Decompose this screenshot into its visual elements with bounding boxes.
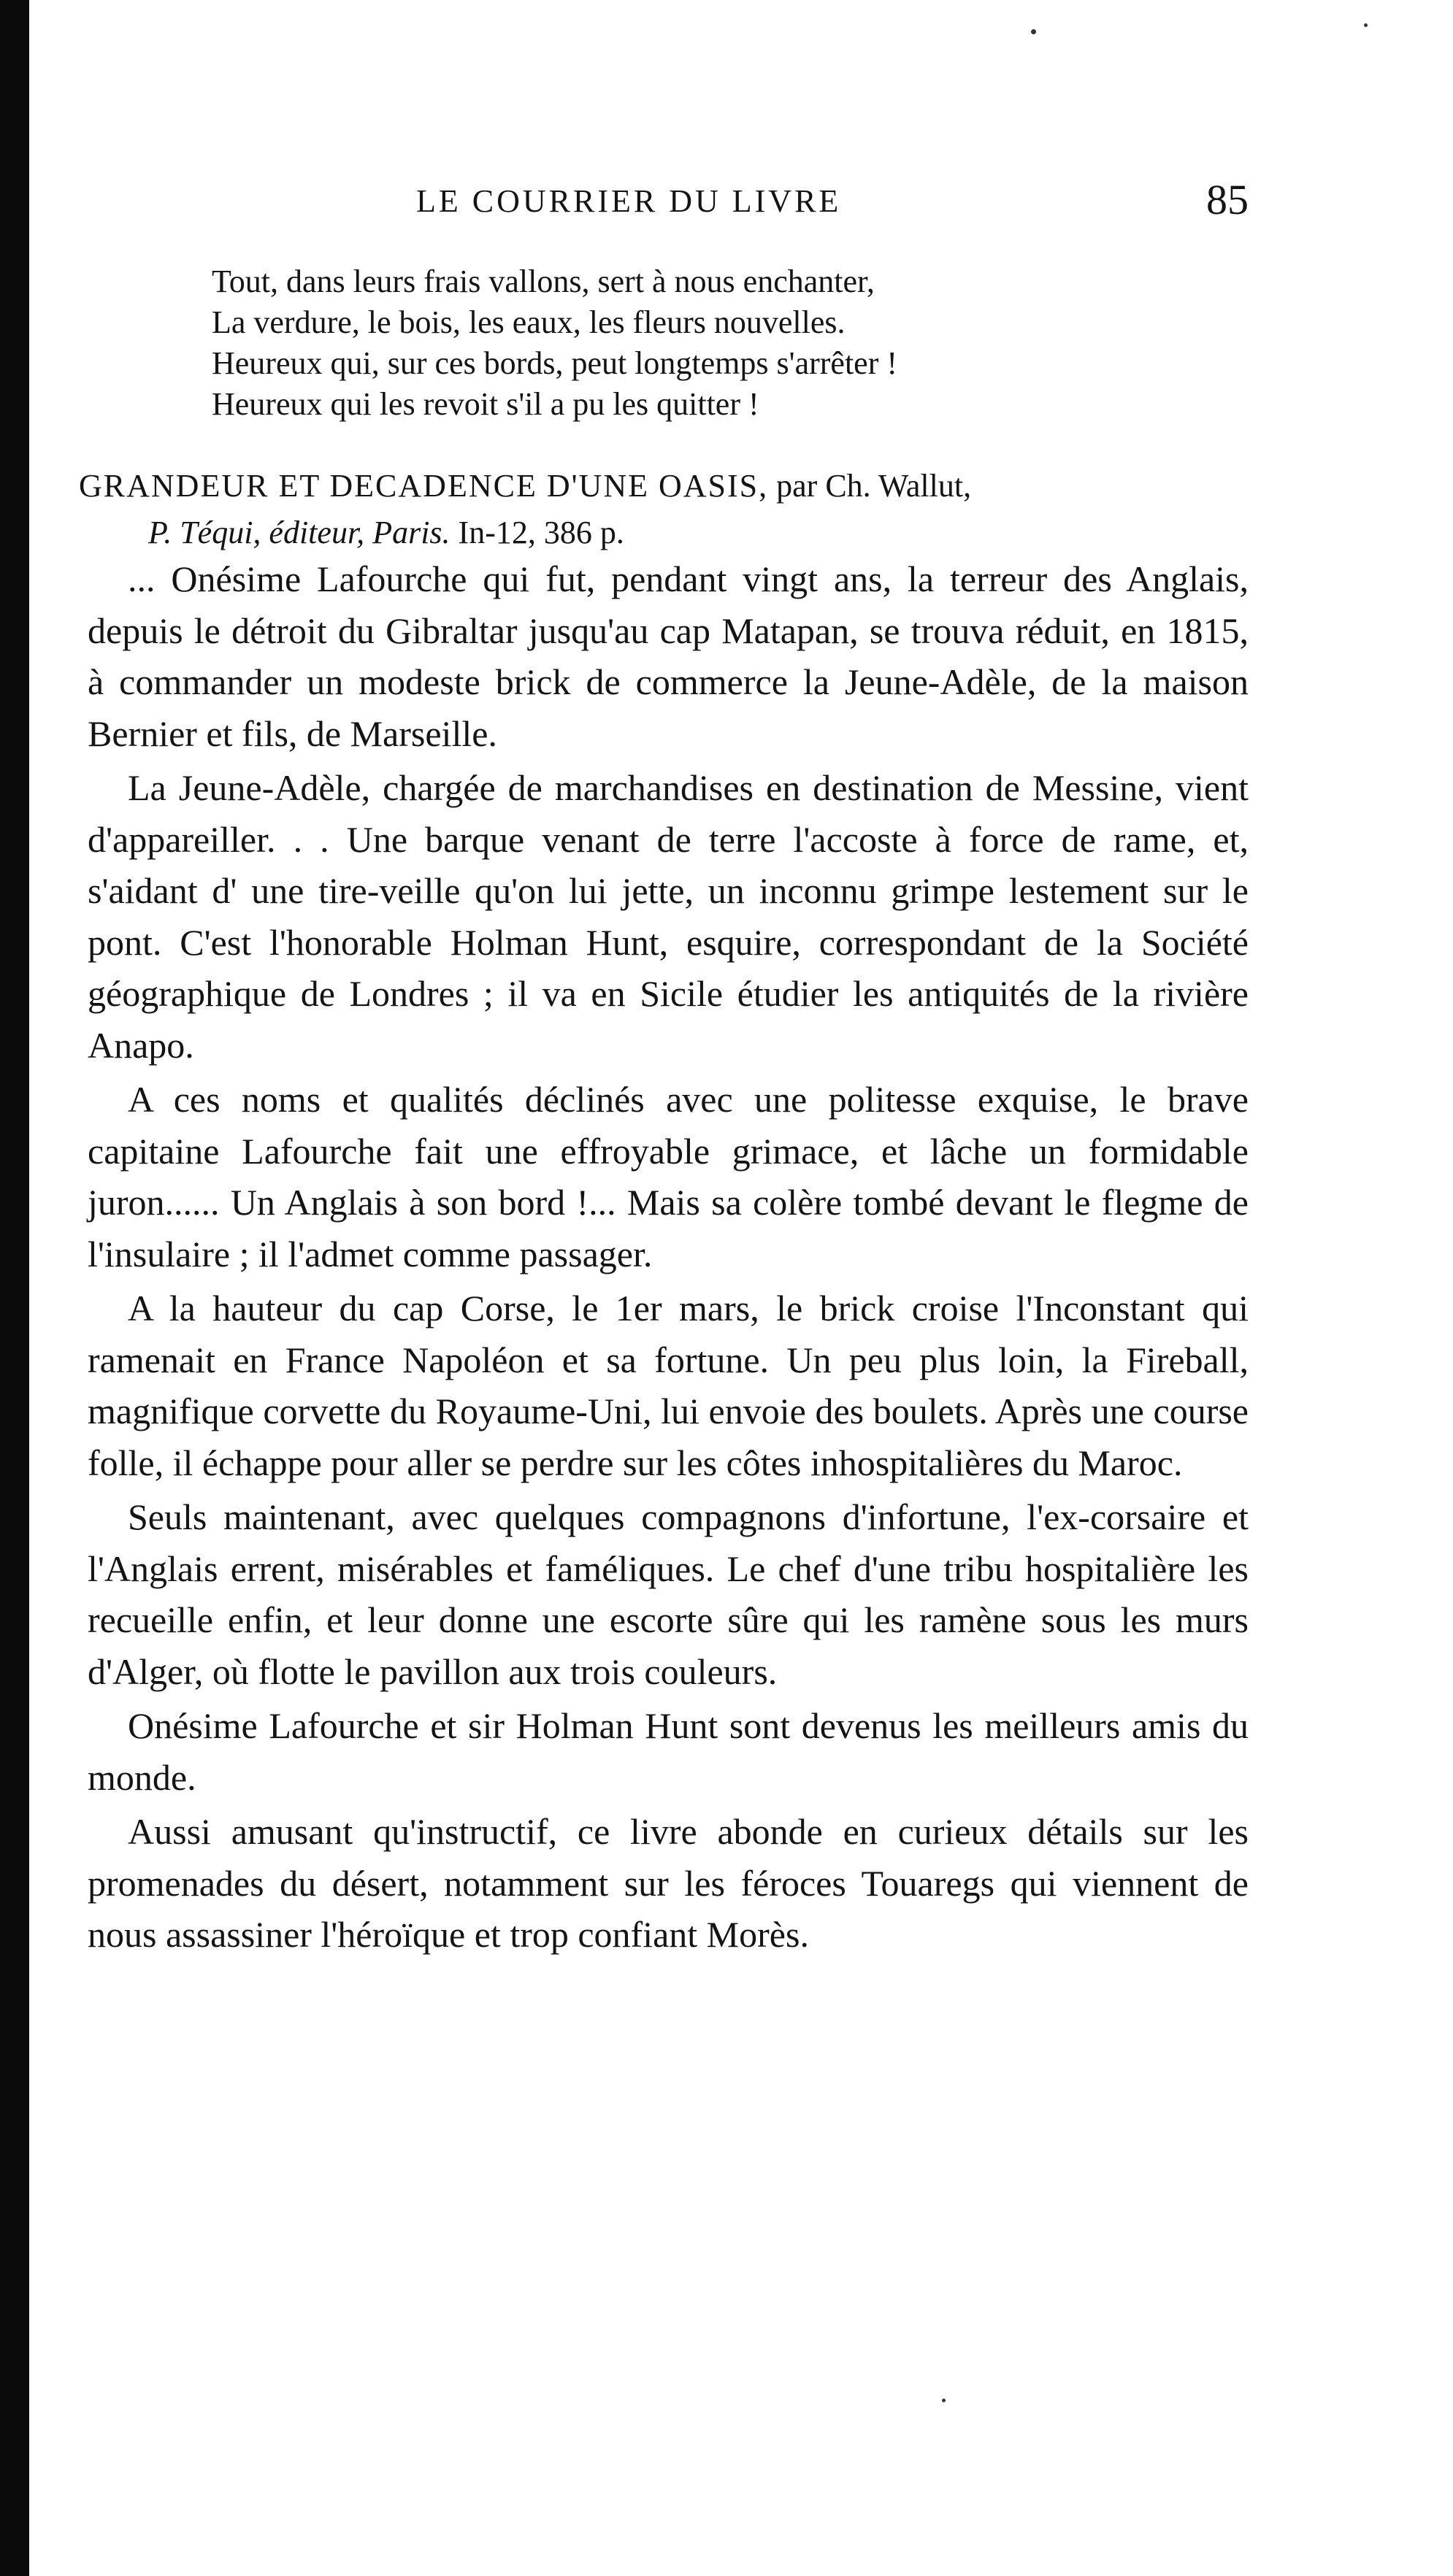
book-entry-heading <box>79 463 1247 556</box>
review-paragraph: Aussi amusant qu'instructif, ce livre abonde en curieux détails sur les promenades du désert, notamment sur les féroces Touaregs qui viennent de nous assassiner l'héroïque et trop confiant Morès. <box>88 1811 1249 1955</box>
poem-line: Heureux qui les revoit s'il a pu les quitter ! <box>212 386 759 422</box>
scan-speck <box>942 2399 946 2402</box>
review-paragraph: La Jeune-Adèle, chargée de marchandises en destination de Messine, vient d'appareiller. . . Une barque venant de terre l'accoste à force de rame, et, s'aidant d' une tire-veille qu'on lui jette, un inconnu grimpe lestement sur le pont. C'est l'honorable Holman Hunt, esquire, correspondant de la Société géographique de Londres ; il va en Sicile étudier les antiquités de la rivière Anapo. <box>88 767 1249 1066</box>
review-paragraph: A la hauteur du cap Corse, le 1er mars, le brick croise l'Inconstant qui ramenait en France Napoléon et sa fortune. Un peu plus loin, la Fireball, magnifique corvette du Royaume-Uni, lui envoie des boulets. Après une course folle, il échappe pour aller se perdre sur les côtes inhospitalières du Maroc. <box>88 1288 1249 1483</box>
review-body <box>88 553 1249 1961</box>
book-format: In-12, 386 p. <box>458 515 624 550</box>
review-paragraph: A ces noms et qualités déclinés avec une politesse exquise, le brave capitaine Lafourche fait une effroyable grimace, et lâche un formidable juron...... Un Anglais à son bord !... Mais sa colère tombé devant le flegme de l'insulaire ; il l'admet comme passager. <box>88 1079 1249 1274</box>
author-prefix: par <box>776 468 818 504</box>
review-paragraph: ... Onésime Lafourche qui fut, pendant vingt ans, la terreur des Anglais, depuis le détroit du Gibraltar jusqu'au cap Matapan, se trouva réduit, en 1815, à commander un modeste brick de commerce la Jeune-Adèle, de la maison Bernier et fils, de Marseille. <box>88 558 1249 754</box>
review-paragraph: Seuls maintenant, avec quelques compagnons d'infortune, l'ex-corsaire et l'Anglais errent, misérables et faméliques. Le chef d'une tribu hospitalière les recueille enfin, et leur donne une escorte sûre qui les ramène sous les murs d'Alger, où flotte le pavillon aux trois couleurs. <box>88 1496 1249 1692</box>
running-head: LE COURRIER DU LIVRE <box>416 183 842 219</box>
book-publisher: P. Téqui, éditeur, <box>148 515 365 550</box>
poem-line: Heureux qui, sur ces bords, peut longtemps s'arrêter ! <box>212 345 897 381</box>
publication-place: Paris. <box>372 515 451 550</box>
poem-line: La verdure, le bois, les eaux, les fleurs nouvelles. <box>212 304 846 340</box>
entry-title-line <box>79 463 1247 510</box>
book-author: Ch. Wallut, <box>825 468 972 504</box>
scan-left-edge <box>0 0 29 2576</box>
book-title: GRANDEUR ET DECADENCE D'UNE OASIS, <box>79 468 769 504</box>
poem-line: Tout, dans leurs frais vallons, sert à nous enchanter, <box>212 264 875 299</box>
page-number: 85 <box>1206 176 1249 223</box>
scan-speck <box>1364 23 1368 27</box>
review-paragraph: Onésime Lafourche et sir Holman Hunt sont devenus les meilleurs amis du monde. <box>88 1705 1249 1798</box>
page-header <box>110 175 1249 234</box>
publication-line <box>79 510 1247 556</box>
scan-speck <box>1031 29 1036 34</box>
poem-quote <box>212 261 897 425</box>
